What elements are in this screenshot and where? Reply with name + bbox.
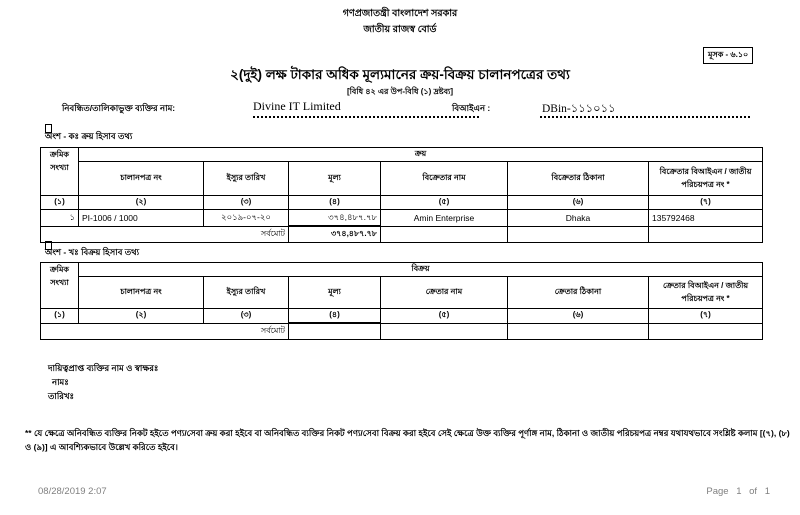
sales-col-buyer-bin: ক্রেতার বিআইএন / জাতীয় পরিচয়পত্র নং *: [649, 277, 763, 309]
registered-person-label: নিবন্ধিত/তালিকাভুক্ত ব্যক্তির নাম:: [62, 103, 176, 113]
gov-header-line2: জাতীয় রাজস্ব বোর্ড: [363, 24, 437, 35]
report-subtitle: [বিধি ৪২ এর উপ-বিধি (১) দ্রষ্টব্য]: [346, 87, 454, 96]
purchase-row-serial: ১: [41, 210, 79, 227]
sales-colnum-6: (৬): [508, 309, 649, 324]
bin-label: বিআইএন :: [452, 103, 491, 113]
signature-date-label: তারিখঃ: [48, 391, 75, 401]
sales-colnum-7: (৭): [649, 309, 763, 324]
footnote-text: ** যে ক্ষেত্রে অনিবন্ধিত ব্যক্তির নিকট হইতে পণ্য/সেবা ক্রয় করা হইবে বা অনিবন্ধিত ব্যক্তির নিকট পণ্য/সেবা বিক্রয় করা হইবে সেই ক্ষেত্রে উক্ত ব্যক্তির পূর্ণাঙ্গ নাম, ঠিকানা ও জাতীয় পরিচয়পত্র নম্বর যথাযথভাবে সংশ্লিষ্ট কলাম [(৭), (৮) ও (৯)] এ আবশ্যিকভাবে উল্লেখ করিতে হইবে।: [25, 428, 790, 452]
form-number-badge: মূসক - ৬.১০: [703, 47, 753, 64]
signature-title: দায়িত্বপ্রাপ্ত ব্যক্তির নাম ও স্বাক্ষরঃ: [48, 363, 159, 373]
purchase-total-empty-7: [649, 226, 763, 243]
part-b-section-label: অংশ - খঃ বিক্রয় হিসাব তথ্য: [45, 247, 140, 257]
page-indicator: Page 1 of 1: [706, 486, 770, 497]
purchase-col-issue-date: ইস্যুর তারিখ: [204, 162, 289, 196]
purchase-serial-header: ক্রমিক সংখ্যা: [41, 148, 79, 196]
purchase-col-seller-name: বিক্রেতার নাম: [381, 162, 508, 196]
purchase-row-seller-bin: 135792468: [649, 210, 763, 227]
purchase-colnum-7: (৭): [649, 196, 763, 210]
purchase-total-empty-6: [508, 226, 649, 243]
purchase-total-value: ৩৭৪,৪৮৭.৭৮: [289, 226, 381, 243]
sales-total-label: সর্বমোট: [41, 323, 289, 340]
sales-total-empty-7: [649, 323, 763, 340]
purchase-group-header: ক্রয়: [79, 148, 763, 162]
purchase-row-value: ৩৭৪,৪৮৭.৭৮: [289, 210, 381, 227]
gov-header-line1: গণপ্রজাতন্ত্রী বাংলাদেশ সরকার: [342, 8, 458, 19]
part-a-section-label: অংশ - কঃ ক্রয় হিসাব তথ্য: [45, 131, 133, 141]
purchase-colnum-1: (১): [41, 196, 79, 210]
sales-group-header: বিক্রয়: [79, 263, 763, 277]
purchase-colnum-5: (৫): [381, 196, 508, 210]
sales-colnum-5: (৫): [381, 309, 508, 324]
sales-colnum-3: (৩): [204, 309, 289, 324]
purchase-row-issue-date: ২০১৯-০৭-২০: [204, 210, 289, 227]
report-title: ২(দুই) লক্ষ টাকার অধিক মূল্যমানের ক্রয়-বিক্রয় চালানপত্রের তথ্য: [230, 67, 570, 82]
purchase-row-invoice: PI-1006 / 1000: [79, 210, 204, 227]
sales-serial-header: ক্রমিক সংখ্যা: [41, 263, 79, 309]
sales-colnum-2: (২): [79, 309, 204, 324]
sales-colnum-4: (৪): [289, 309, 381, 324]
purchase-table: [40, 147, 763, 243]
sales-col-value: মূল্য: [289, 277, 381, 309]
sales-colnum-1: (১): [41, 309, 79, 324]
purchase-col-invoice: চালানপত্র নং: [79, 162, 204, 196]
print-datetime: 08/28/2019 2:07: [38, 486, 107, 497]
purchase-col-seller-bin: বিক্রেতার বিআইএন / জাতীয় পরিচয়পত্র নং *: [649, 162, 763, 196]
bin-dotted-underline: [540, 104, 750, 118]
sales-col-buyer-address: ক্রেতার ঠিকানা: [508, 277, 649, 309]
purchase-colnum-3: (৩): [204, 196, 289, 210]
registered-person-value: Divine IT Limited: [253, 99, 341, 113]
sales-table: [40, 262, 763, 340]
purchase-colnum-6: (৬): [508, 196, 649, 210]
bin-value: DBin-১১১০১১: [542, 103, 616, 115]
sales-total-empty-6: [508, 323, 649, 340]
purchase-total-label: সর্বমোট: [41, 226, 289, 243]
purchase-col-seller-address: বিক্রেতার ঠিকানা: [508, 162, 649, 196]
sales-total-value: [289, 323, 381, 340]
purchase-col-value: মূল্য: [289, 162, 381, 196]
sales-col-issue-date: ইস্যুর তারিখ: [204, 277, 289, 309]
purchase-row-seller-name: Amin Enterprise: [381, 210, 508, 227]
sales-col-invoice: চালানপত্র নং: [79, 277, 204, 309]
table-row: [41, 210, 763, 227]
purchase-total-empty-5: [381, 226, 508, 243]
signature-name-label: নামঃ: [52, 377, 69, 387]
purchase-row-seller-address: Dhaka: [508, 210, 649, 227]
name-dotted-underline: [253, 104, 479, 118]
purchase-colnum-2: (২): [79, 196, 204, 210]
sales-total-empty-5: [381, 323, 508, 340]
purchase-colnum-4: (৪): [289, 196, 381, 210]
sales-col-buyer-name: ক্রেতার নাম: [381, 277, 508, 309]
